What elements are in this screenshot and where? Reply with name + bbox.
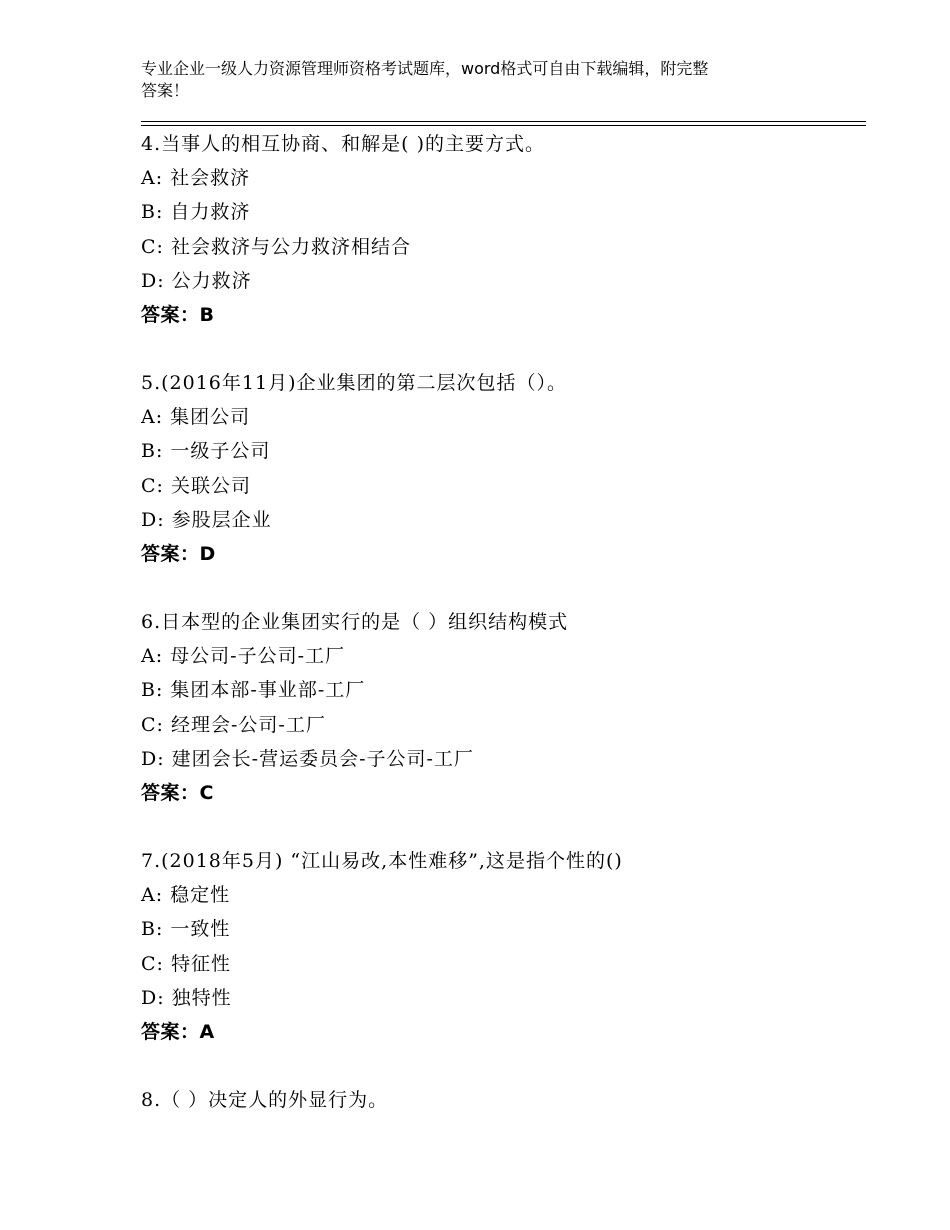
header-divider-bottom [141, 125, 866, 126]
question-stem: 6.日本型的企业集团实行的是（ ）组织结构模式 [141, 611, 569, 633]
option-c: C: 关联公司 [141, 474, 251, 497]
question-block-4 [141, 127, 866, 332]
option-b: B: 集团本部-事业部-工厂 [141, 679, 366, 702]
header-divider-top [141, 121, 866, 122]
option-a: A: 集团公司 [141, 406, 251, 429]
option-a: A: 母公司-子公司-工厂 [141, 645, 346, 668]
option-a: A: 社会救济 [141, 167, 251, 190]
option-c: C: 社会救济与公力救济相结合 [141, 235, 411, 258]
option-d: D: 参股层企业 [141, 508, 272, 531]
option-c: C: 经理会-公司-工厂 [141, 713, 326, 736]
option-b: B: 一致性 [141, 918, 231, 941]
question-block-5 [141, 366, 866, 571]
question-block-7 [141, 844, 866, 1049]
question-stem: 7.(2018年5月) “江山易改,本性难移”,这是指个性的() [141, 850, 623, 872]
header-line-2: 答案！ [141, 81, 190, 100]
question-stem: 5.(2016年11月)企业集团的第二层次包括（）。 [141, 372, 567, 394]
option-c: C: 特征性 [141, 952, 231, 975]
option-d: D: 公力救济 [141, 269, 252, 292]
option-b: B: 一级子公司 [141, 440, 271, 463]
question-block-6 [141, 605, 866, 810]
answer-label: 答案：B [141, 303, 215, 326]
answer-label: 答案：D [141, 542, 216, 565]
option-a: A: 稳定性 [141, 884, 231, 907]
document-header [141, 58, 821, 102]
answer-label: 答案：A [141, 1020, 215, 1043]
question-stem: 8.（ ）决定人的外显行为。 [141, 1089, 389, 1111]
header-line-1: 专业企业一级人力资源管理师资格考试题库，word格式可自由下载编辑，附完整 [141, 59, 709, 78]
answer-label: 答案：C [141, 781, 214, 804]
question-block-8 [141, 1083, 866, 1117]
option-b: B: 自力救济 [141, 201, 251, 224]
option-d: D: 建团会长-营运委员会-子公司-工厂 [141, 747, 474, 770]
question-stem: 4.当事人的相互协商、和解是( )的主要方式。 [141, 133, 545, 155]
option-d: D: 独特性 [141, 986, 232, 1009]
